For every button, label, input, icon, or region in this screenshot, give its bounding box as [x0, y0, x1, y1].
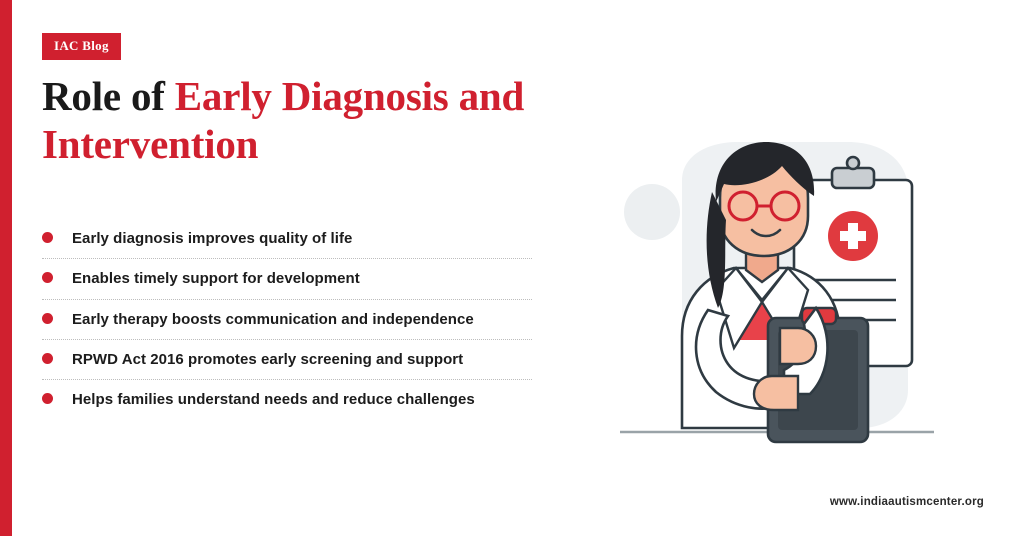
website-url: www.indiaautismcenter.org: [829, 496, 984, 508]
bullet-dot-icon: [42, 232, 53, 243]
list-item-label: RPWD Act 2016 promotes early screening and support: [72, 350, 464, 368]
blog-badge: IAC Blog: [42, 33, 121, 60]
list-item: [42, 389, 532, 419]
bullet-dot-icon: [42, 272, 53, 283]
list-item-label: Early diagnosis improves quality of life: [72, 230, 353, 247]
list-item-label: Enables timely support for development: [72, 270, 360, 288]
doctor-with-clipboard-illustration: [612, 140, 942, 452]
title-plain-part: Role of: [42, 73, 175, 119]
list-item-label: Helps families understand needs and reduce challenges: [72, 391, 475, 409]
list-item: [42, 349, 532, 380]
list-item: [42, 228, 532, 259]
title-highlight-line2: Intervention: [42, 121, 259, 168]
list-item: [42, 309, 532, 340]
left-accent-bar: [0, 0, 12, 536]
bullet-dot-icon: [42, 393, 53, 404]
list-item-label: Early therapy boosts communication and independence: [72, 310, 474, 328]
page-title: [42, 72, 642, 169]
list-item: [42, 268, 532, 299]
bullet-list: [42, 228, 532, 428]
title-highlight-part: Early Diagnosis and: [174, 73, 525, 119]
bullet-dot-icon: [42, 313, 53, 324]
bullet-dot-icon: [42, 353, 53, 364]
